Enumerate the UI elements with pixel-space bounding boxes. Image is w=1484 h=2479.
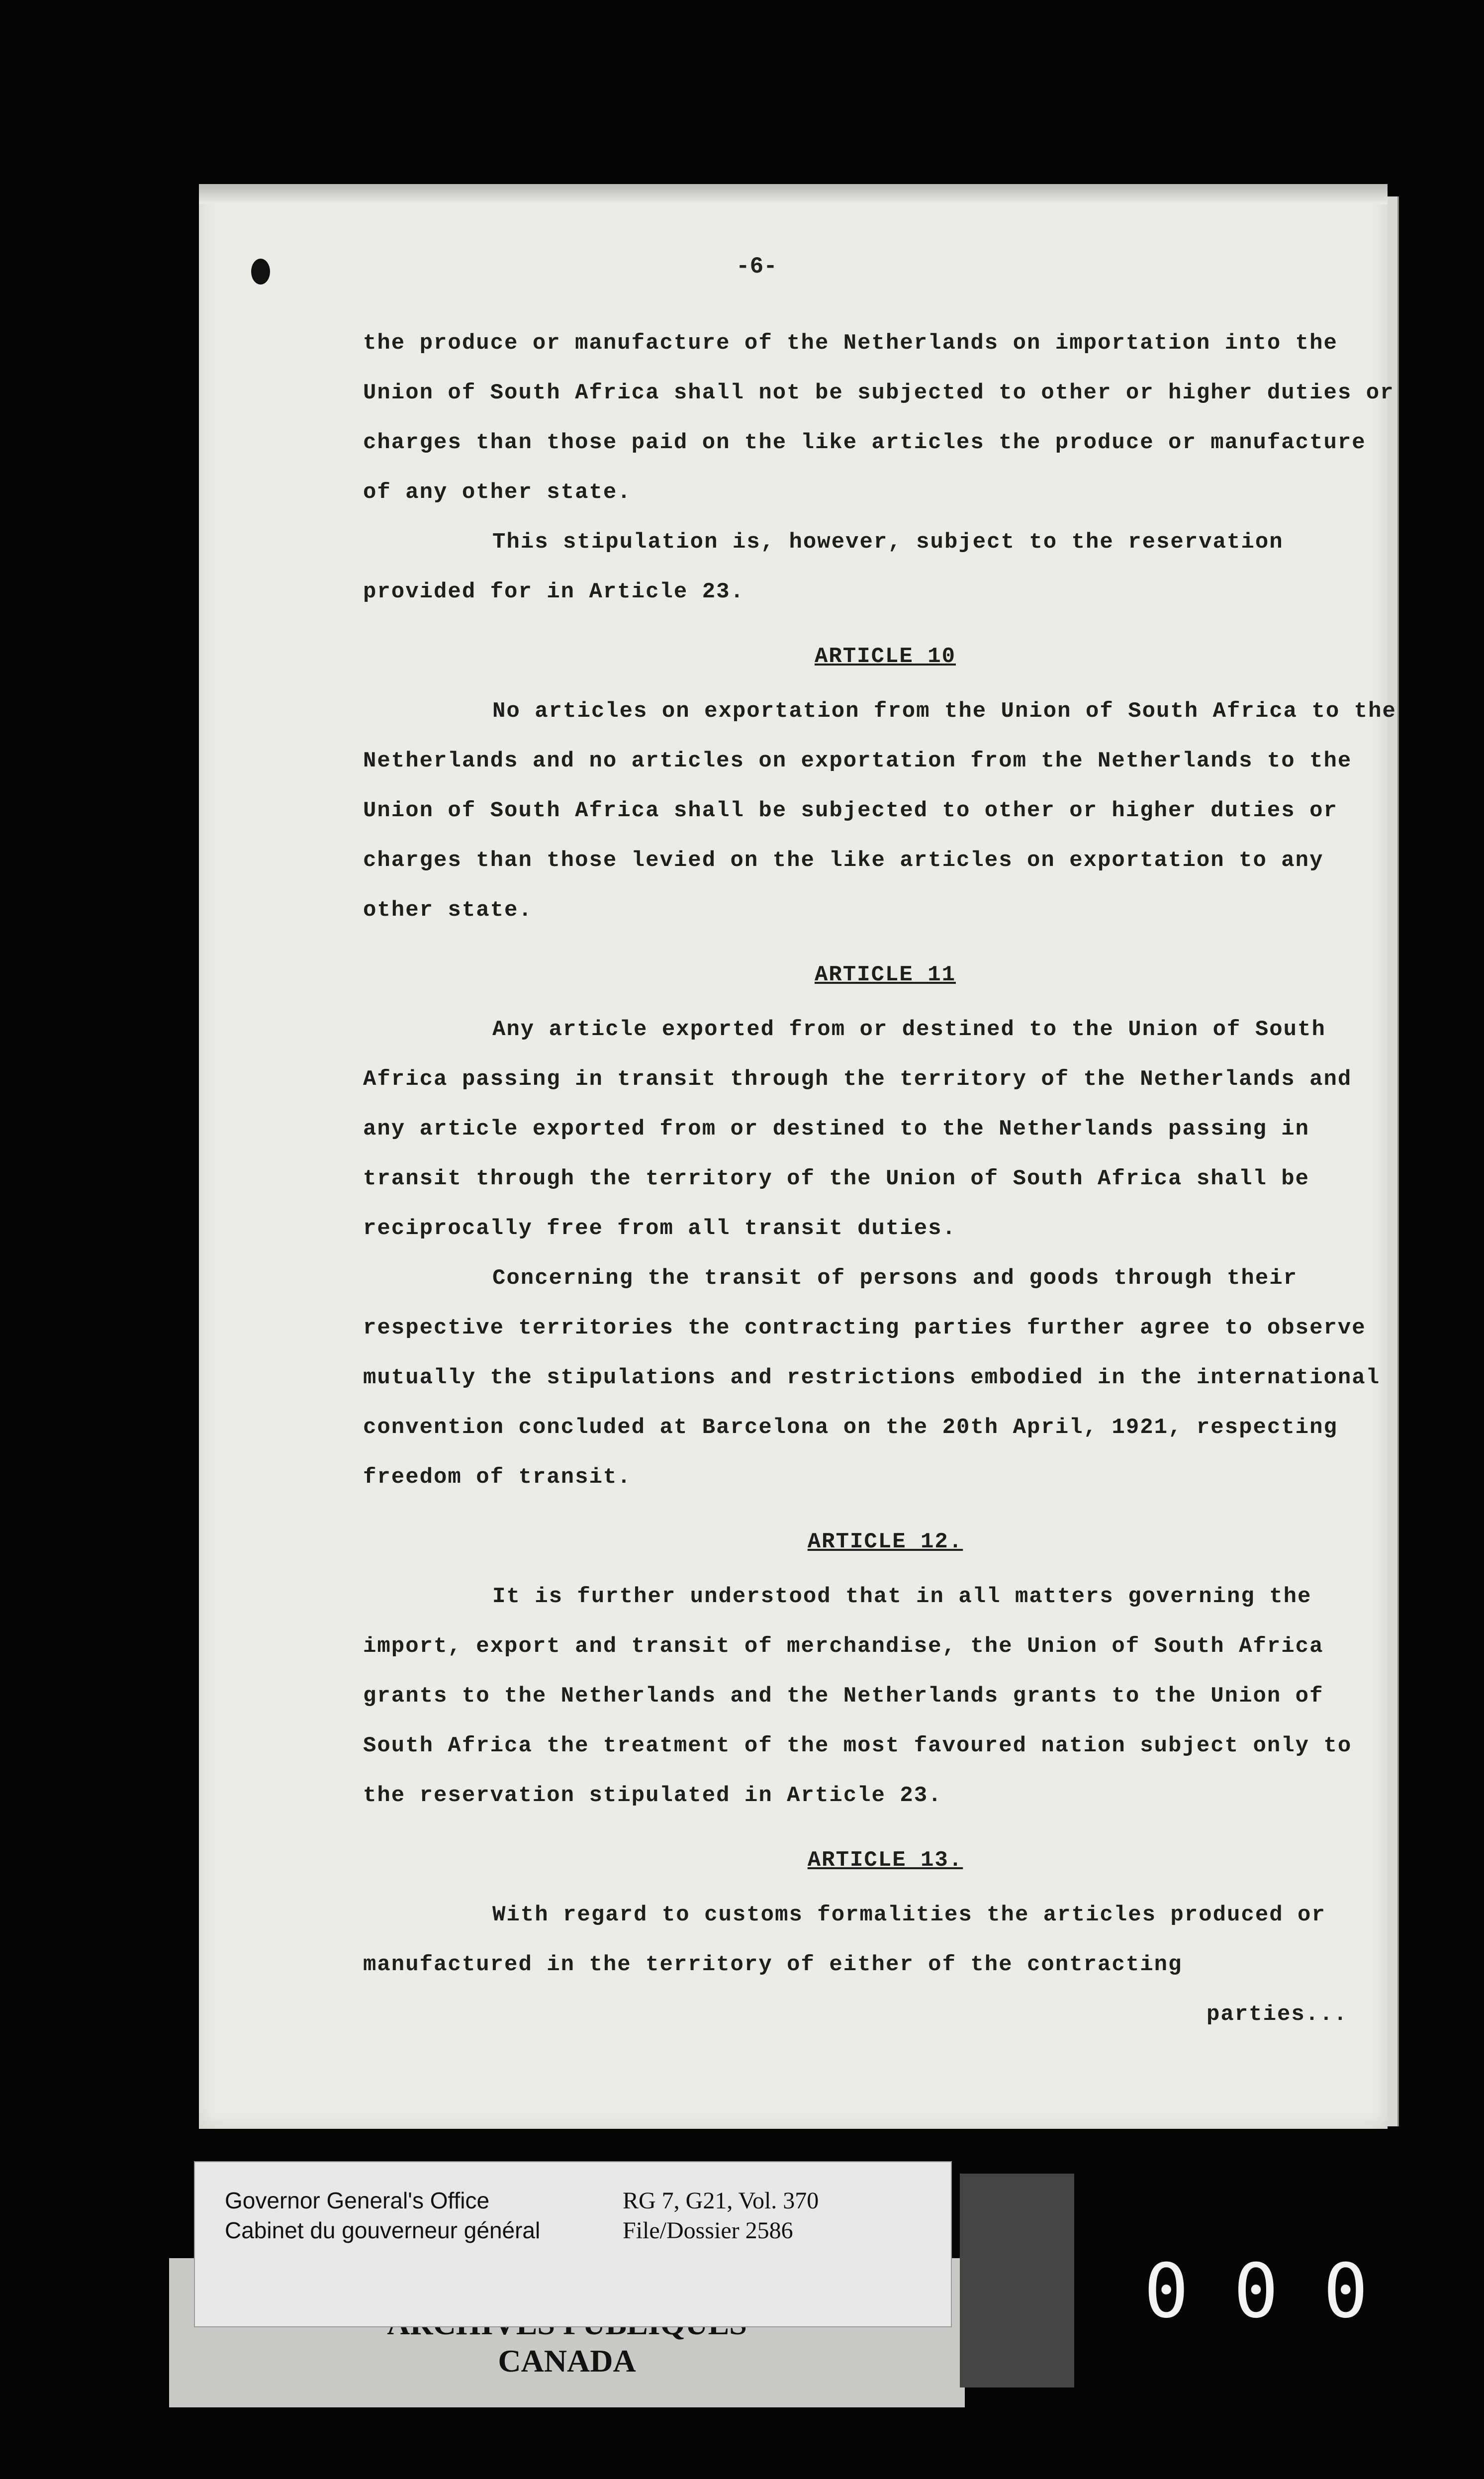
- frame-counter: 000: [1144, 2248, 1413, 2335]
- file-reference: File/Dossier 2586: [623, 2217, 793, 2244]
- page-top-edge: [199, 184, 1388, 204]
- punch-hole: [251, 259, 270, 285]
- article-12-heading: ARTICLE 12.: [807, 1529, 963, 1554]
- paragraph-6: It is further understood that in all matters governing the import, export and transit of merchandise, the Union of South Africa grants to the Netherlands and the Netherlands grants to the Union of South Africa the treatment of the most favoured nation subject only to the reservation stipulated in Article 23.: [363, 1584, 1352, 1808]
- paragraph-5: Concerning the transit of persons and goods through their respective territories the contracting parties further agree to observe mutually the stipulations and restrictions embodied in the international convention concluded at Barcelona on the 20th April, 1921, respecting freedom of transit.: [363, 1266, 1381, 1490]
- document-body: [363, 318, 1407, 2039]
- office-english: Governor General's Office: [225, 2188, 490, 2213]
- paragraph-2: This stipulation is, however, subject to the reservation provided for in Article 23.: [363, 530, 1284, 604]
- paragraph-3: No articles on exportation from the Union of South Africa to the Netherlands and no articles on exportation from the Netherlands to the Union of South Africa shall be subjected to other or higher duties or charges than those levied on the like articles on exportation to any other state.: [363, 699, 1396, 923]
- article-10-heading: ARTICLE 10: [814, 644, 956, 669]
- article-13-heading: ARTICLE 13.: [807, 1848, 963, 1873]
- archive-reference-label: [194, 2161, 952, 2327]
- film-marker-block: [960, 2174, 1074, 2387]
- office-french: Cabinet du gouverneur général: [225, 2217, 541, 2243]
- document-page: [199, 184, 1396, 2129]
- record-group-reference: RG 7, G21, Vol. 370: [623, 2188, 819, 2214]
- paragraph-1: the produce or manufacture of the Netherlands on importation into the Union of South Africa shall not be subjected to other or higher duties or charges than those paid on the like articles the produce or manufacture of any other state.: [363, 331, 1394, 505]
- paragraph-7: With regard to customs formalities the articles produced or manufactured in the territory of either of the contracting: [363, 1903, 1326, 1977]
- article-11-heading: ARTICLE 11: [814, 962, 956, 987]
- stamp-line-3: CANADA: [498, 2343, 636, 2379]
- page-number: -6-: [736, 254, 777, 280]
- paragraph-4: Any article exported from or destined to the Union of South Africa passing in transit through the territory of the Netherlands and any article exported from or destined to the Netherlands passing in transit through the territory of the Union of South Africa shall be reciprocally free from all transit duties.: [363, 1017, 1352, 1241]
- continuation-text: parties...: [1206, 2002, 1348, 2027]
